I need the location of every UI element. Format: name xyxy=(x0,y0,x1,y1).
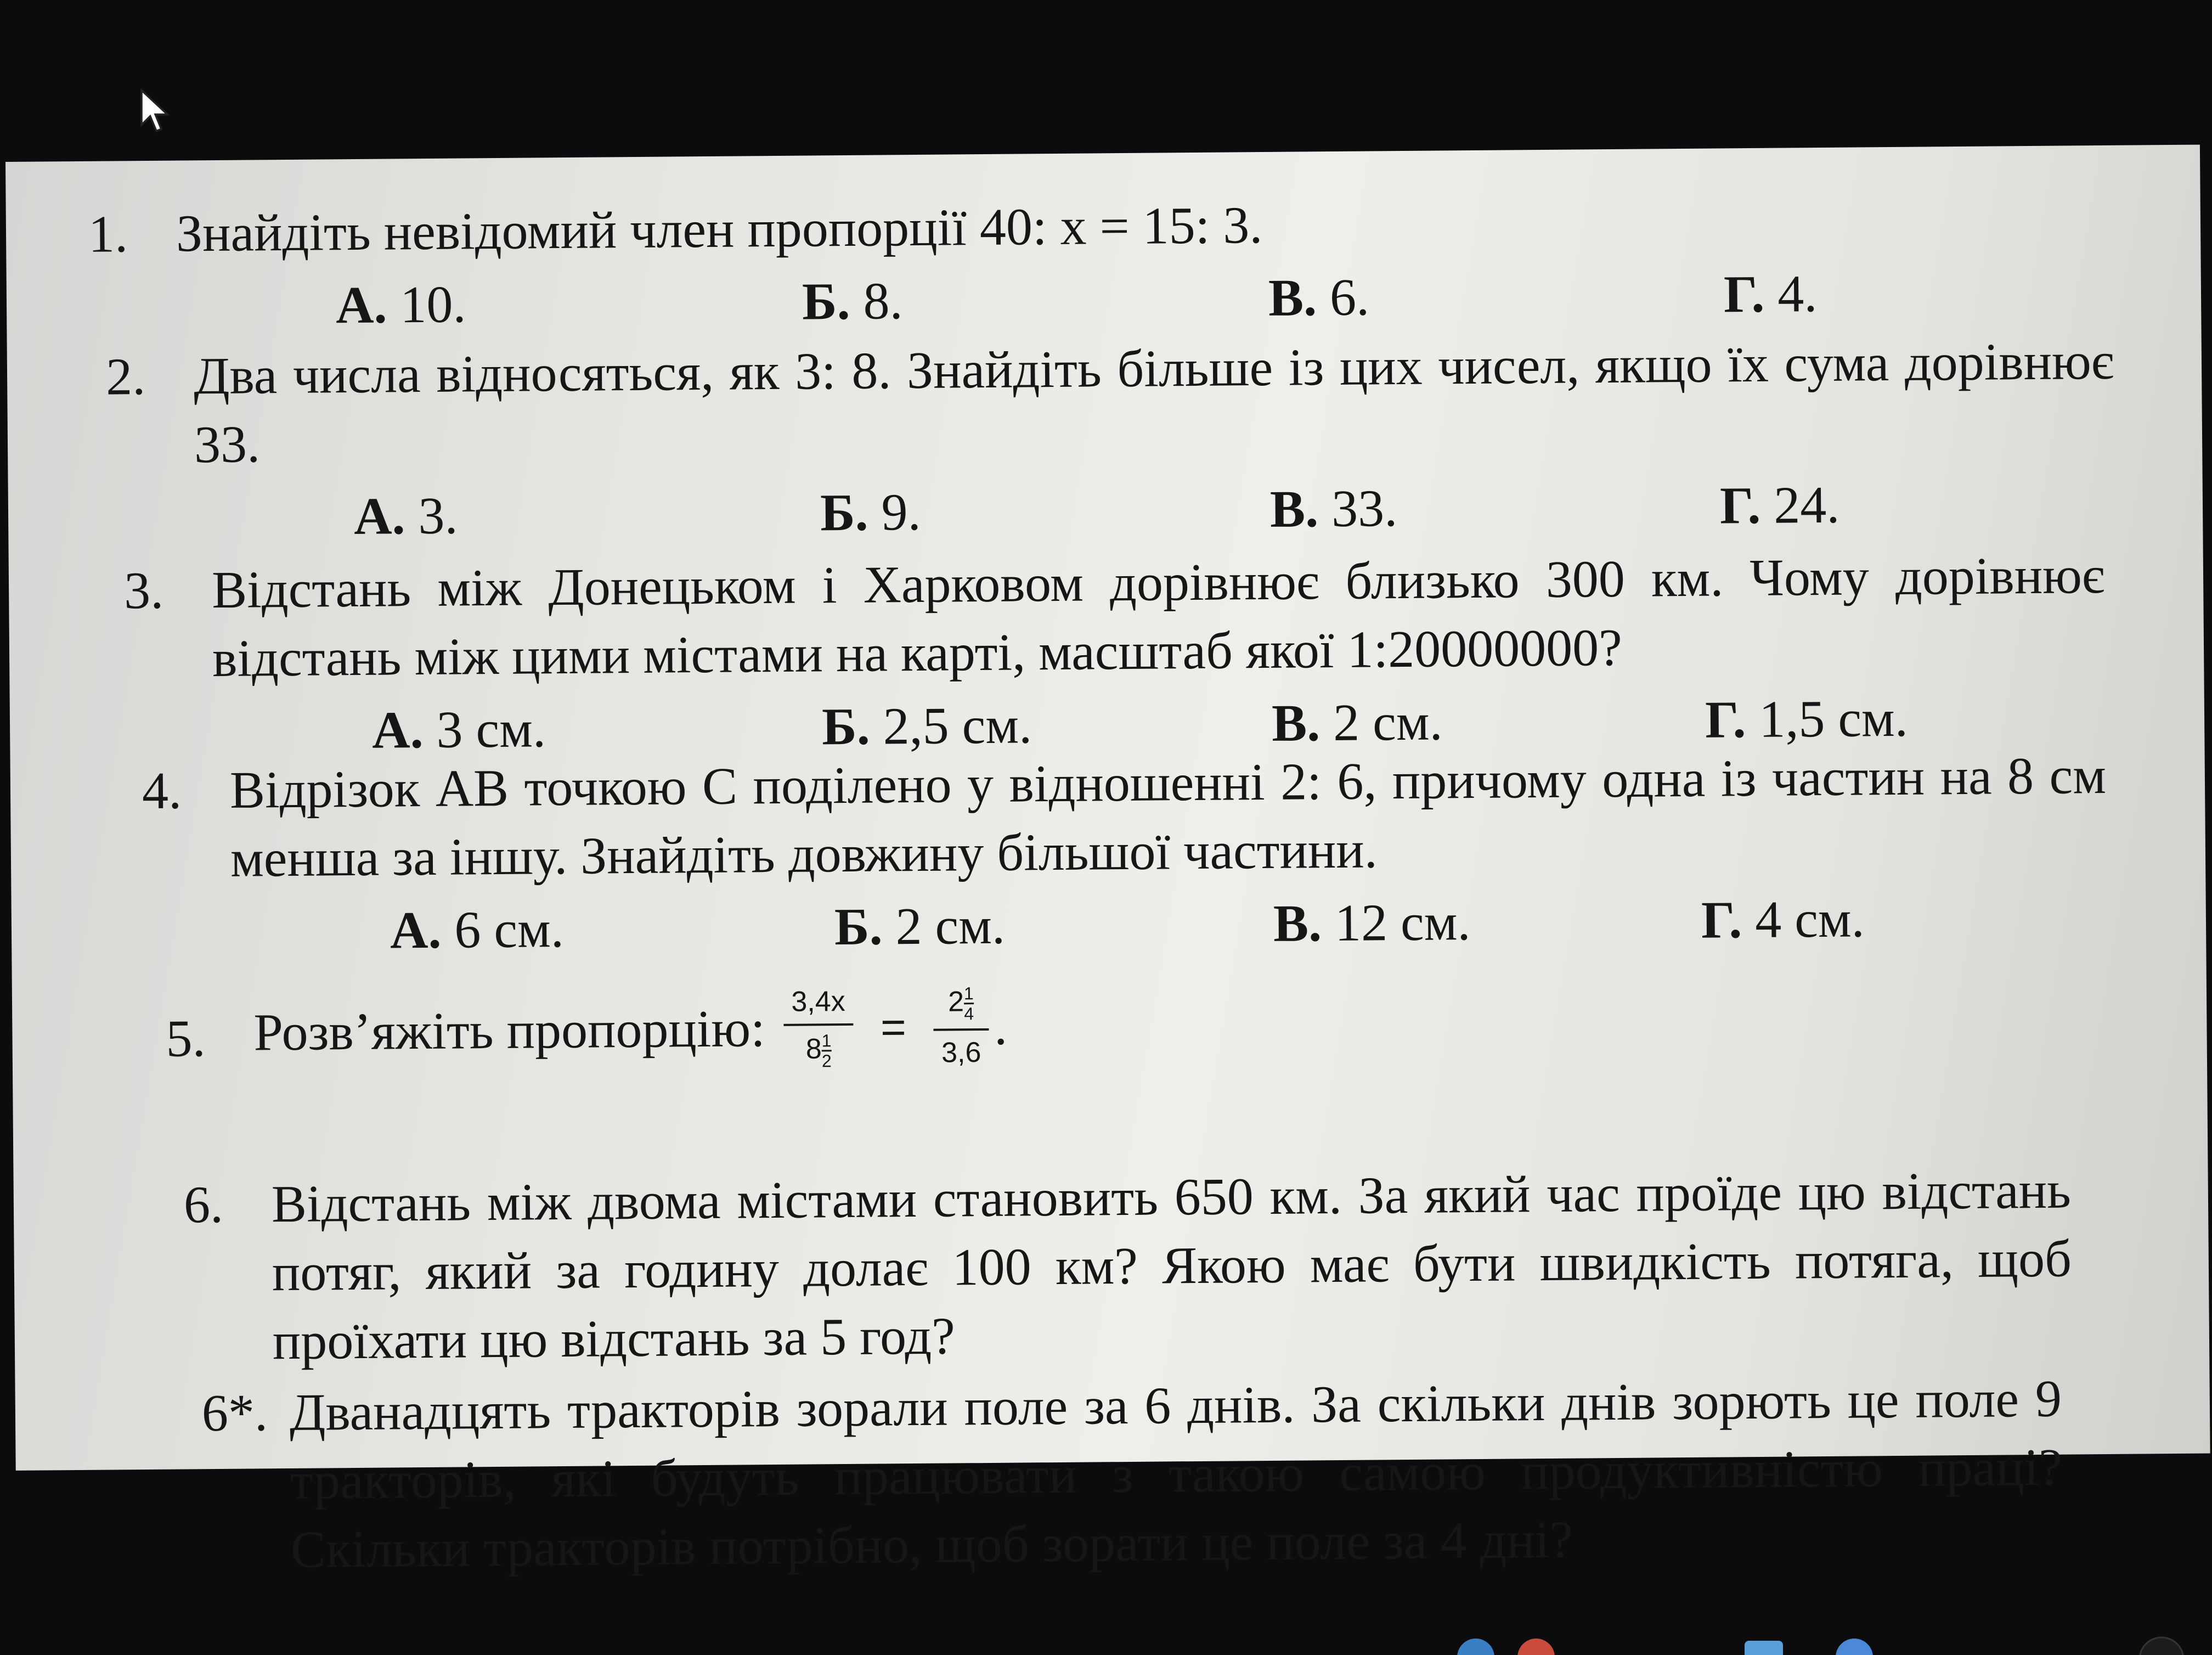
mixed-whole: 8 xyxy=(805,1033,822,1066)
answer-value: 2,5 см. xyxy=(883,695,1032,756)
answer-value: 10. xyxy=(399,274,466,334)
taskbar-app-icon xyxy=(1517,1639,1555,1655)
answer-option[interactable] xyxy=(354,481,458,550)
question-3 xyxy=(123,541,2106,763)
question-number: 1. xyxy=(88,204,128,263)
answer-letter: В. xyxy=(1268,268,1317,327)
answer-letter: Б. xyxy=(802,271,850,331)
answer-letter: А. xyxy=(353,486,405,546)
mini-numerator: 1 xyxy=(821,1031,832,1051)
answer-value: 1,5 см. xyxy=(1758,688,1909,748)
left-fraction xyxy=(783,985,854,1071)
mouse-cursor-icon xyxy=(137,88,176,137)
taskbar-app-icon xyxy=(1745,1641,1783,1655)
answer-value: 33. xyxy=(1331,479,1398,538)
answer-value: 6. xyxy=(1329,267,1370,327)
equals-sign: = xyxy=(880,1003,907,1052)
answer-letter: Г. xyxy=(1723,264,1765,324)
right-fraction xyxy=(933,984,989,1069)
question-text: Відстань між двома містами становить 650 км. За який час проїде цю відстань потяг, який за годину долає 100 км? Якою має бути швидкість потяга, щоб проїхати цю відстань за 5 год? xyxy=(271,1160,2072,1371)
question-text: Дванадцять тракторів зорали поле за 6 днів. За скільки днів зорють це поле 9 тракторів, які будуть працювати з такою самою продуктивністю праці? Скільки тракторів потрібно, щоб зорати це поле за 4 дні? xyxy=(289,1369,2063,1579)
answer-value: 3. xyxy=(417,486,458,545)
answer-value: 24. xyxy=(1773,475,1840,534)
question-number: 6. xyxy=(183,1174,224,1234)
answer-letter: А. xyxy=(371,700,424,759)
question-text: Два числа відносяться, як 3: 8. Знайдіть більше із цих чисел, якщо їх сума дорівнює 33. xyxy=(193,331,2114,474)
question-5 xyxy=(166,969,2064,1077)
question-6 xyxy=(183,1155,2072,1375)
mini-denominator: 4 xyxy=(964,1004,974,1024)
answer-value: 3 см. xyxy=(436,699,546,759)
answer-value: 4 см. xyxy=(1754,889,1865,949)
mixed-whole: 2 xyxy=(947,986,964,1018)
taskbar-icons xyxy=(1372,1624,2212,1655)
question-number: 5. xyxy=(166,1009,206,1068)
answer-value: 12 см. xyxy=(1334,892,1471,953)
question-1 xyxy=(88,184,2070,337)
answer-letter: Г. xyxy=(1701,890,1742,949)
right-numerator xyxy=(933,984,989,1031)
answer-letter: Б. xyxy=(821,696,871,756)
question-6-star xyxy=(201,1364,2063,1584)
answer-option[interactable] xyxy=(336,269,466,339)
equation-end: . xyxy=(994,997,1008,1056)
answer-letter: Г. xyxy=(1719,475,1761,535)
answer-value: 9. xyxy=(881,482,921,542)
answer-value: 6 см. xyxy=(454,899,565,959)
right-denominator: 3,6 xyxy=(941,1037,981,1069)
mini-fraction xyxy=(964,984,974,1023)
taskbar-app-icon xyxy=(1836,1639,1873,1655)
question-4 xyxy=(142,741,2108,963)
answer-value: 2 см. xyxy=(895,896,1006,956)
answer-option[interactable] xyxy=(820,477,921,547)
question-number: 2. xyxy=(105,347,146,406)
answer-option[interactable] xyxy=(1273,887,1470,958)
answer-letter: Б. xyxy=(820,482,868,542)
answer-options xyxy=(177,257,2070,337)
left-denominator xyxy=(784,1026,854,1071)
answer-value: 8. xyxy=(863,271,903,330)
answer-value: 2 см. xyxy=(1333,692,1443,752)
answer-value: 4. xyxy=(1777,264,1818,323)
answer-letter: В. xyxy=(1271,693,1321,752)
taskbar-app-icon xyxy=(2140,1637,2183,1655)
answer-letter: Б. xyxy=(834,897,883,956)
answer-option[interactable] xyxy=(1720,470,1840,540)
answer-options xyxy=(195,468,2115,549)
answer-letter: В. xyxy=(1273,893,1322,953)
question-number: 6*. xyxy=(201,1383,268,1443)
left-numerator: 3,4x xyxy=(783,985,853,1026)
answer-option[interactable] xyxy=(1723,259,1817,328)
answer-option[interactable] xyxy=(834,891,1006,961)
answer-letter: А. xyxy=(390,900,442,960)
question-text: Відстань між Донецьком і Харковом дорівнює близько 300 км. Чому дорівнює відстань між цими містами на карті, масштаб якої 1:20000000? xyxy=(211,545,2105,688)
mini-numerator: 1 xyxy=(963,983,974,1004)
question-text: Розв’яжіть пропорцію: xyxy=(253,999,766,1062)
mini-denominator: 2 xyxy=(821,1051,832,1071)
answer-option[interactable] xyxy=(390,894,565,964)
answer-letter: Г. xyxy=(1705,690,1746,749)
answer-options xyxy=(231,882,2108,963)
answer-option[interactable] xyxy=(802,266,903,335)
answer-letter: В. xyxy=(1269,479,1319,538)
question-text: Відрізок AB точкою C поділено у відношенні 2: 6, причому одна із частин на 8 см менша за іншу. Знайдіть довжину більшої частини. xyxy=(229,745,2107,888)
mini-fraction xyxy=(821,1032,831,1071)
answer-letter: А. xyxy=(335,275,387,335)
taskbar-app-icon xyxy=(1457,1639,1494,1655)
question-number: 3. xyxy=(123,560,164,620)
question-text: Знайдіть невідомий член пропорції 40: x = 15: 3. xyxy=(176,195,1263,263)
question-number: 4. xyxy=(142,761,182,820)
answer-option[interactable] xyxy=(1701,884,1865,954)
answer-option[interactable] xyxy=(1270,474,1398,543)
worksheet xyxy=(5,145,2210,1579)
question-2 xyxy=(105,327,2115,549)
answer-option[interactable] xyxy=(1268,262,1370,331)
